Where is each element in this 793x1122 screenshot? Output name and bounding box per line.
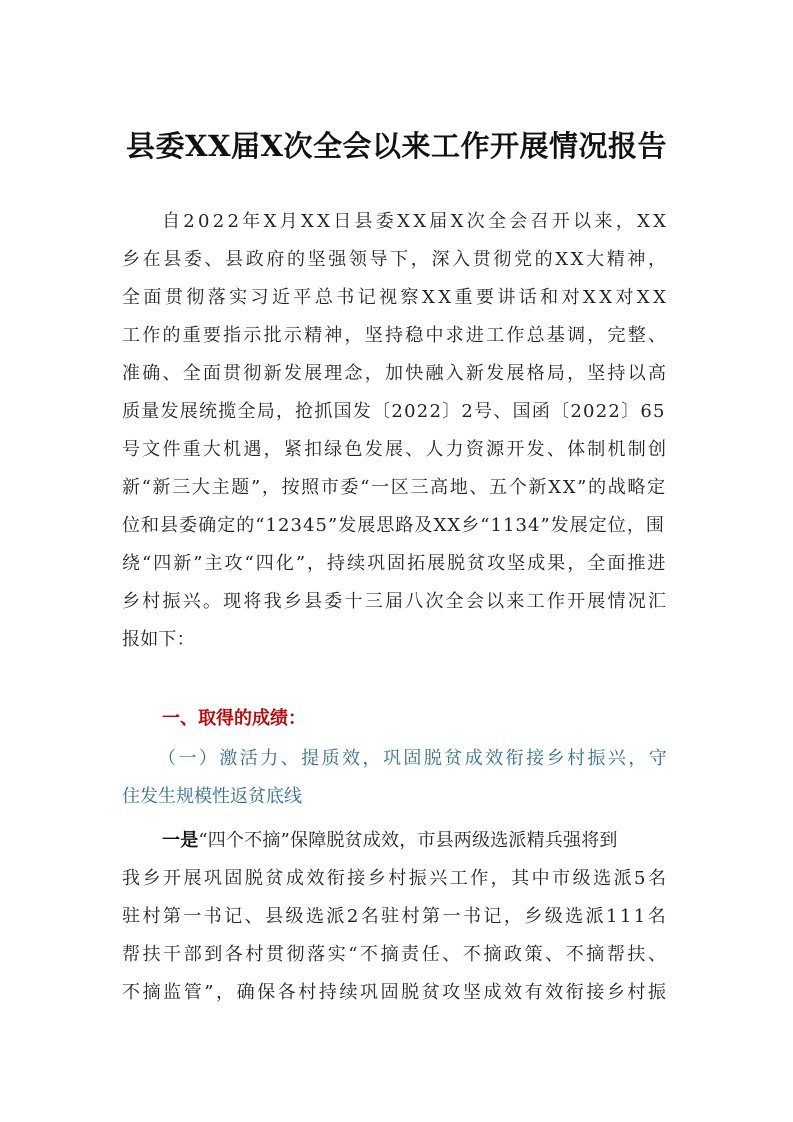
paragraph-line: 帮扶干部到各村贯彻落实“不摘责任、不摘政策、不摘帮扶、 (122, 944, 669, 965)
paragraph-line: 准确、全面贯彻新发展理念，加快融入新发展格局，坚持以高 (122, 363, 669, 384)
paragraph-line: 质量发展统揽全局，抢抓国发〔2022〕2号、国函〔2022〕65 (122, 401, 666, 422)
intro-paragraph (122, 203, 674, 659)
section-heading: 一、取得的成绩： (162, 708, 306, 729)
subsection-heading (122, 740, 674, 816)
paragraph-line: 报如下： (122, 629, 195, 650)
paragraph-line: 位和县委确定的“12345”发展思路及XX乡“1134”发展定位，围 (122, 515, 665, 536)
paragraph-line: 号文件重大机遇，紧扣绿色发展、人力资源开发、体制机制创 (122, 439, 669, 460)
paragraph-line: 工作的重要指示批示精神，坚持稳中求进工作总基调，完整、 (122, 325, 669, 346)
body-paragraph (122, 822, 674, 1012)
paragraph-lead: 一是 (162, 830, 199, 851)
document-title: 县委XX届X次全会以来工作开展情况报告 (125, 129, 667, 163)
paragraph-line: 我乡开展巩固脱贫成效衔接乡村振兴工作，其中市级选派5名 (122, 868, 669, 889)
paragraph-line: 一是 “四个不摘”保障脱贫成效，市县两级选派精兵强将到 (122, 822, 674, 860)
paragraph-line: 乡在县委、县政府的坚强领导下，深入贯彻党的XX大精神， (122, 249, 669, 270)
paragraph-line: 乡村振兴。现将我乡县委十三届八次全会以来工作开展情况汇 (122, 591, 669, 612)
paragraph-line: 绕“四新”主攻“四化”，持续巩固拓展脱贫攻坚成果，全面推进 (122, 553, 668, 574)
subheading-line: 住发生规模性返贫底线 (122, 786, 302, 807)
paragraph-line: 新“新三大主题”，按照市委“一区三高地、五个新XX”的战略定 (122, 477, 667, 498)
paragraph-line: 自2022年X月XX日县委XX届X次全会召开以来，XX (162, 211, 670, 232)
subheading-line: （一）激活力、提质效，巩固脱贫成效衔接乡村振兴，守 (158, 748, 670, 769)
paragraph-line: 全面贯彻落实习近平总书记视察XX重要讲话和对XX对XX (122, 287, 670, 308)
paragraph-line: 驻村第一书记、县级选派2名驻村第一书记，乡级选派111名 (122, 906, 669, 927)
paragraph-line: 不摘监管”，确保各村持续巩固脱贫攻坚成效有效衔接乡村振 (122, 982, 669, 1003)
